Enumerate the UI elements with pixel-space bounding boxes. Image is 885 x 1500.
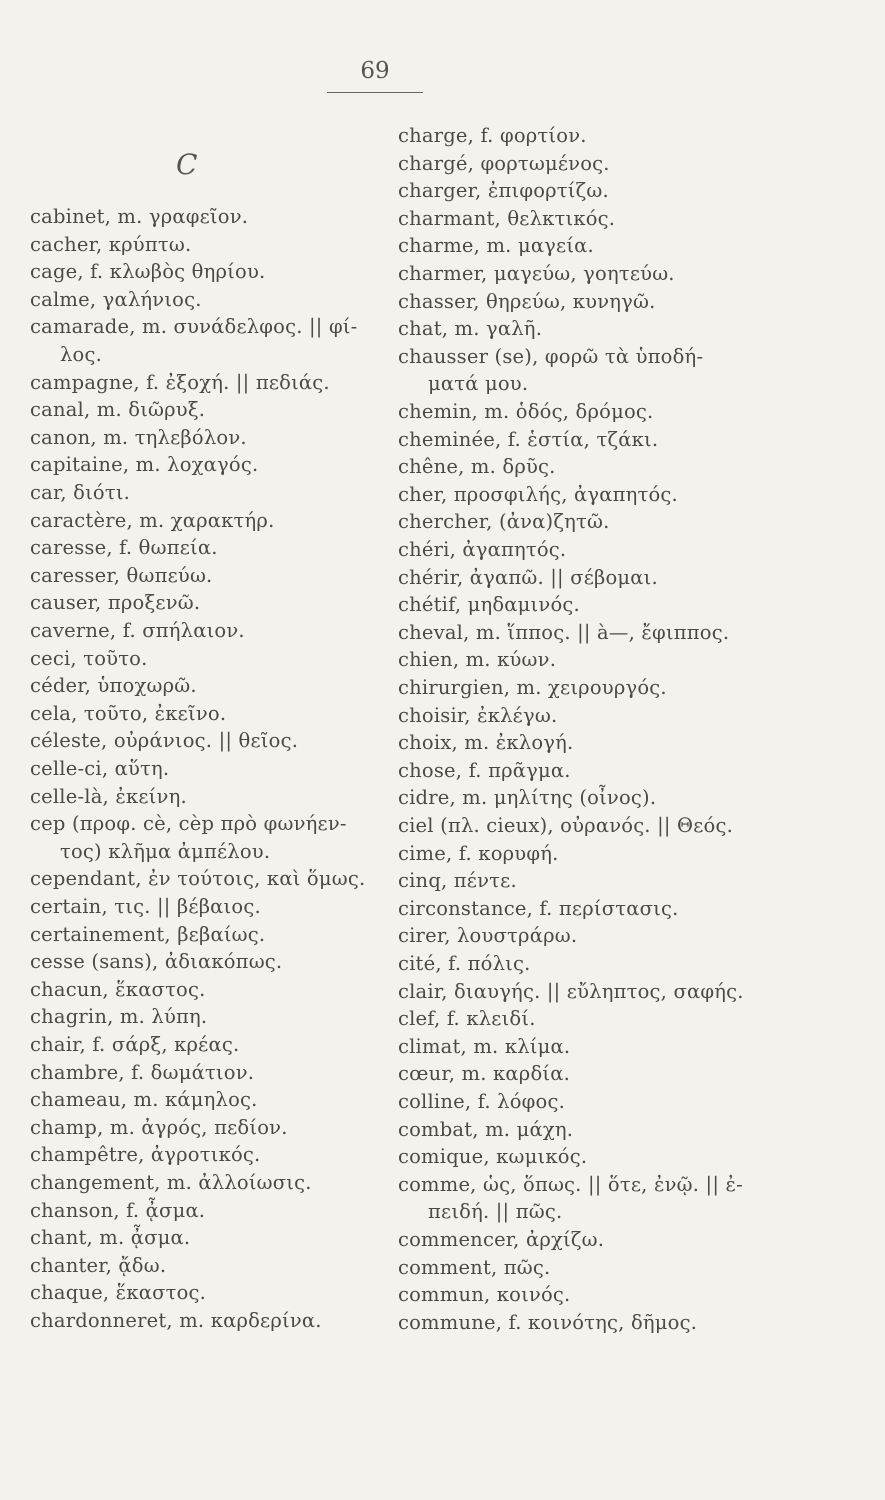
dictionary-entry: chardonneret, m. καρδερίνα. <box>30 1309 322 1332</box>
dictionary-entry: ματά μου. <box>428 372 529 396</box>
dictionary-entry: λος. <box>60 343 103 366</box>
dictionary-entry: clef, f. κλειδί. <box>398 1007 536 1031</box>
dictionary-entry: capitaine, m. λοχαγός. <box>30 453 259 477</box>
dictionary-entry: charmant, θελκτικός. <box>398 206 616 230</box>
dictionary-entry: cacher, κρύπτω. <box>30 232 192 256</box>
dictionary-entry: caverne, f. σπήλαιον. <box>30 619 245 642</box>
dictionary-entry: canon, m. τηλεβόλον. <box>30 425 247 449</box>
dictionary-entry: chant, m. ᾆσμα. <box>30 1226 191 1250</box>
dictionary-entry: chemin, m. ὁδός, δρόμος. <box>398 400 654 423</box>
dictionary-entry: chagrin, m. λύπη. <box>30 1005 208 1029</box>
dictionary-entry: chétif, μηδαμινός. <box>398 593 580 617</box>
dictionary-entry: cher, προσφιλής, ἀγαπητός. <box>398 482 678 506</box>
dictionary-entry: chéri, ἀγαπητός. <box>398 538 567 561</box>
dictionary-entry: cage, f. κλωβὸς θηρίου. <box>30 260 266 284</box>
dictionary-entry: cinq, πέντε. <box>398 869 517 893</box>
dictionary-entry: causer, προξενῶ. <box>30 591 201 615</box>
dictionary-entry: cependant, ἐν τούτοις, καὶ ὅμως. <box>30 867 366 891</box>
dictionary-entry: choix, m. ἐκλογή. <box>398 731 574 755</box>
dictionary-entry: chasser, θηρεύω, κυνηγῶ. <box>398 289 656 313</box>
dictionary-entry: chair, f. σάρξ, κρέας. <box>30 1033 240 1056</box>
dictionary-entry: choisir, ἐκλέγω. <box>398 703 558 727</box>
dictionary-entry: celle-ci, αὕτη. <box>30 757 170 780</box>
dictionary-entry: chirurgien, m. χειρουργός. <box>398 676 667 699</box>
dictionary-entry: camarade, m. συνάδελφος. || φί- <box>30 315 358 339</box>
dictionary-entry: clair, διαυγής. || εὔληπτος, σαφής. <box>398 979 744 1003</box>
dictionary-entry: cheval, m. ἵππος. || à—, ἔφιππος. <box>398 620 730 644</box>
dictionary-entry: τος) κλῆμα ἀμπέλου. <box>60 839 271 863</box>
page-number: 69 <box>360 58 390 84</box>
dictionary-entry: climat, m. κλίμα. <box>398 1034 571 1058</box>
dictionary-entry: chanson, f. ᾆσμα. <box>30 1198 206 1222</box>
dictionary-entry: cirer, λουστράρω. <box>398 924 578 948</box>
dictionary-entry: charge, f. φορτίον. <box>398 124 587 147</box>
dictionary-entry: circonstance, f. περίστασις. <box>398 896 679 920</box>
dictionary-entry: commencer, ἀρχίζω. <box>398 1228 605 1251</box>
dictionary-entry: certainement, βεβαίως. <box>30 922 266 946</box>
dictionary-entry: cime, f. κορυφή. <box>398 841 559 865</box>
dictionary-entry: car, διότι. <box>30 481 131 504</box>
dictionary-entry: cabinet, m. γραφεῖον. <box>30 205 249 228</box>
dictionary-entry: caresse, f. θωπεία. <box>30 536 218 560</box>
dictionary-entry: changement, m. ἀλλοίωσις. <box>30 1171 312 1194</box>
dictionary-entry: commune, f. κοινότης, δῆμος. <box>398 1310 698 1334</box>
dictionary-entry: charme, m. μαγεία. <box>398 234 594 258</box>
dictionary-entry: chambre, f. δωμάτιον. <box>30 1060 255 1084</box>
dictionary-entry: canal, m. διῶρυξ. <box>30 398 206 422</box>
dictionary-entry: cheminée, f. ἑστία, τζάκι. <box>398 427 659 451</box>
dictionary-entry: combat, m. μάχη. <box>398 1117 574 1141</box>
dictionary-entry: cœur, m. καρδία. <box>398 1062 570 1086</box>
dictionary-entry: πειδή. || πῶς. <box>428 1200 563 1224</box>
dictionary-entry: cité, f. πόλις. <box>398 952 531 975</box>
dictionary-entry: céleste, οὐράνιος. || θεῖος. <box>30 729 299 753</box>
dictionary-entry: céder, ὑποχωρῶ. <box>30 674 197 698</box>
dictionary-entry: chêne, m. δρῦς. <box>398 455 556 479</box>
dictionary-entry: chose, f. πρᾶγμα. <box>398 758 571 782</box>
dictionary-entry: comme, ὡς, ὅπως. || ὅτε, ἐνῷ. || ἐ- <box>398 1172 743 1196</box>
dictionary-entry: charmer, μαγεύω, γοητεύω. <box>398 262 675 285</box>
dictionary-entry: commun, κοινός. <box>398 1283 571 1307</box>
dictionary-entry: campagne, f. ἐξοχή. || πεδιάς. <box>30 370 330 394</box>
dictionary-entry: chérir, ἀγαπῶ. || σέβομαι. <box>398 565 658 589</box>
dictionary-entry: chanter, ᾄδω. <box>30 1253 167 1277</box>
page-number-rule <box>327 92 423 93</box>
dictionary-entry: champ, m. ἀγρός, πεδίον. <box>30 1115 288 1139</box>
dictionary-entry: colline, f. λόφος. <box>398 1090 565 1113</box>
dictionary-entry: chausser (se), φορῶ τὰ ὑποδή- <box>398 344 704 368</box>
dictionary-entry: charger, ἐπιφορτίζω. <box>398 179 609 203</box>
dictionary-entry: chercher, (ἀνα)ζητῶ. <box>398 510 610 534</box>
dictionary-entry: comique, κωμικός. <box>398 1145 588 1169</box>
dictionary-entry: caresser, θωπεύω. <box>30 563 213 587</box>
dictionary-entry: comment, πῶς. <box>398 1255 551 1279</box>
dictionary-entry: cela, τοῦτο, ἐκεῖνο. <box>30 701 227 725</box>
dictionary-entry: cesse (sans), ἀδιακόπως. <box>30 950 283 974</box>
dictionary-entry: celle-là, ἐκείνη. <box>30 784 187 808</box>
dictionary-entry: ciel (πλ. cieux), οὐρανός. || Θεός. <box>398 814 733 837</box>
dictionary-entry: certain, τις. || βέβαιος. <box>30 895 261 918</box>
dictionary-entry: chaque, ἕκαστος. <box>30 1281 207 1305</box>
dictionary-entry: ceci, τοῦτο. <box>30 646 148 670</box>
dictionary-entry: chargé, φορτωμένος. <box>398 151 610 175</box>
dictionary-entry: chien, m. κύων. <box>398 648 557 672</box>
dictionary-entry: calme, γαλήνιος. <box>30 287 202 311</box>
dictionary-entry: caractère, m. χαρακτήρ. <box>30 508 275 532</box>
dictionary-entry: cep (προφ. cè, cèp πρὸ φωνήεν- <box>30 812 347 836</box>
dictionary-entry: chat, m. γαλῆ. <box>398 317 543 341</box>
dictionary-entry: chacun, ἕκαστος. <box>30 977 206 1001</box>
dictionary-entry: champêtre, ἀγροτικός. <box>30 1143 261 1167</box>
dictionary-entry: cidre, m. μηλίτης (οἶνος). <box>398 786 657 810</box>
dictionary-entry: chameau, m. κάμηλος. <box>30 1088 258 1112</box>
section-letter: C <box>176 148 198 181</box>
